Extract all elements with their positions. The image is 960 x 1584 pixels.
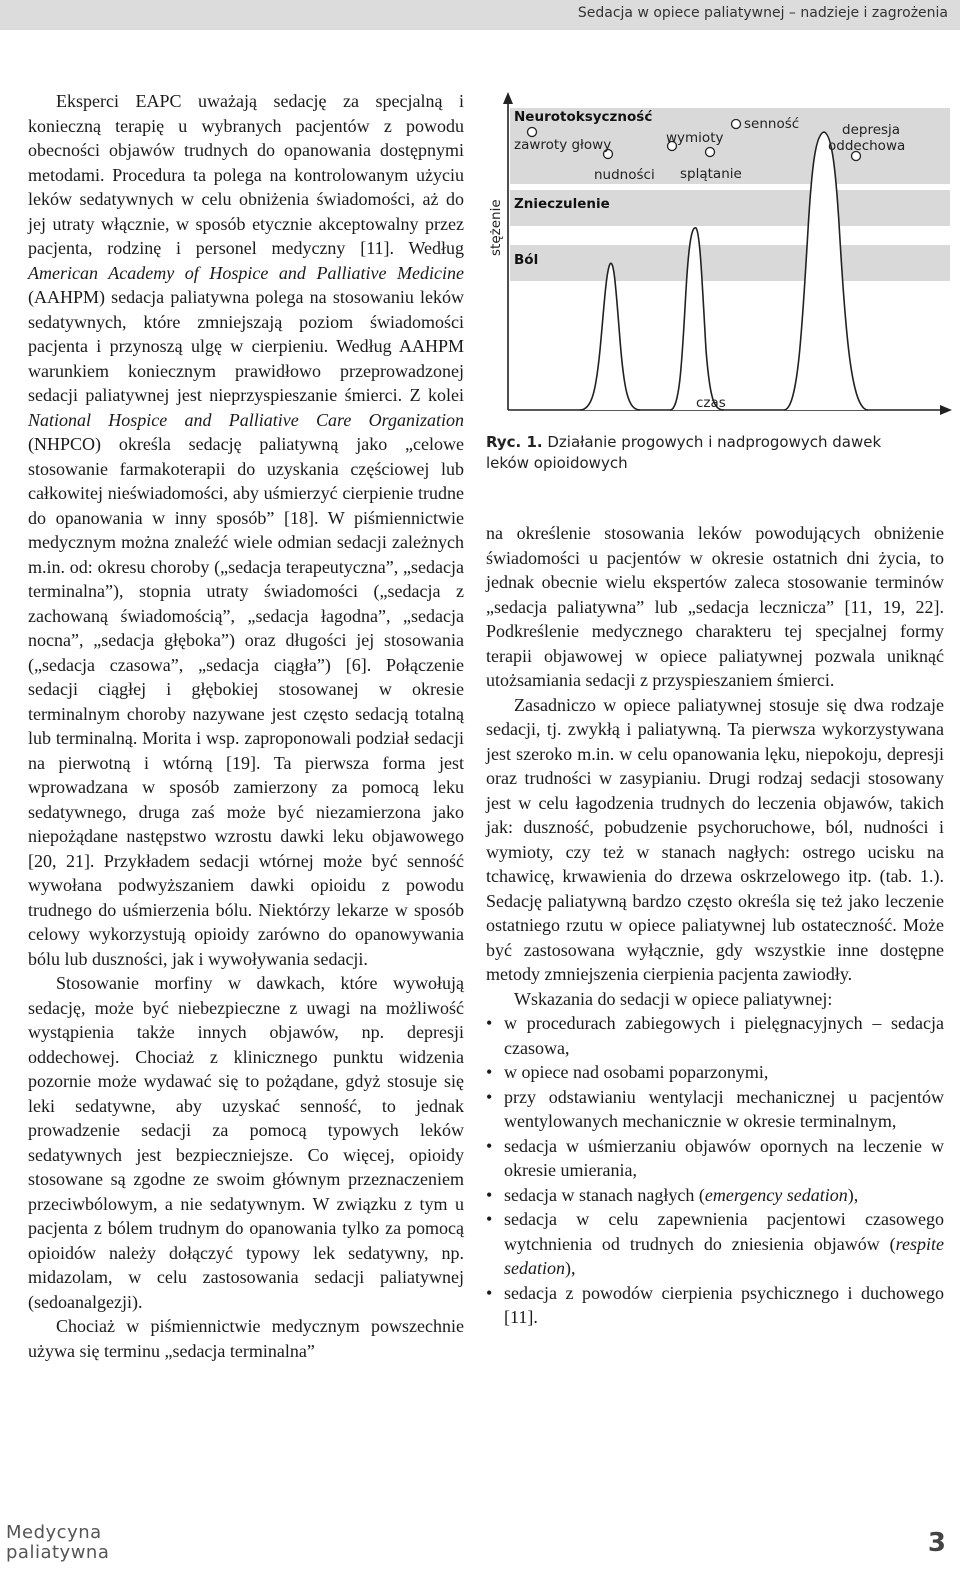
running-head-title: Sedacja w opiece paliatywnej – nadzieje i zagrożenia — [577, 5, 948, 21]
text-run: ), — [847, 1184, 859, 1205]
figure-caption — [486, 432, 926, 474]
brand-line-2: paliatywna — [6, 1542, 110, 1563]
text-run: (AAHPM) sedacja paliatywna polega na stosowaniu leków sedatywnych, które zmniejszają poziom świadomości pacjenta i przynoszą ulgę w cierpieniu. Według AAHPM warunkiem koniecznym prawidłowo przeprowadzonej sedacji paliatywnej jest nieprzyspieszanie śmierci. Z kolei — [28, 287, 464, 405]
figure-opioid-doses — [484, 90, 954, 425]
y-axis-arrow — [503, 92, 513, 104]
text-run: (NHPCO) określa sedację paliatywną jako „celowe stosowanie farmakoterapii do uzyskania częściowej lub całkowitej nieświadomości, aby uśmierzyć cierpienie trudne do opanowania w inny sposób” [18]. W piśmiennictwie medycznym można znaleźć wiele odmian sedacji zależnych m.in. od: okresu choroby („sedacja terapeutyczna”, „sedacja terminalna”), stopnia utraty świadomości („sedacja z zachowaną świadomością”, „sedacja łagodna”, „sedacja nocna”, „sedacja głęboka”) oraz długości jej stosowania („sedacja czasowa”, „sedacja ciągła”) [6]. Połączenie sedacji ciągłej i głębokiej stosowanej w okresie terminalnym choroby nazywane jest często sedacją totalną lub terminalną. Morita i wsp. zaproponowali podział sedacji na pierwotną i wtórną [19]. Ta pierwsza forma jest wprowadzana w sposób zamierzony za pomocą leku sedatywnego, druga zaś może być niezamierzona jako niepożądane następstwo wzrostu dawki leku objawowego [20, 21]. Przykładem sedacji wtórnej może być senność wywołana podwyższaniem dawki opioidu z powodu trudnego do uśmierzenia bólu. Niektórzy lekarze w sposób celowy wykorzystują opioidy zarówno do opanowywania bólu lub duszności, jak i wywoływania sedacji. — [28, 434, 464, 969]
list-item: • sedacja z powodów cierpienia psychicznego i duchowego [11]. — [486, 1281, 944, 1330]
text-run: sedacja w stanach nagłych ( — [504, 1184, 705, 1205]
indications-list — [486, 1011, 944, 1330]
paragraph — [28, 89, 464, 971]
dot-dizziness — [528, 128, 537, 137]
label-pain: Ból — [514, 252, 539, 268]
curve-threshold — [580, 263, 640, 410]
text-run: ), — [565, 1258, 576, 1278]
list-item: • sedacja w uśmierzaniu objawów opornych na leczenie w okresie umierania, — [486, 1134, 944, 1183]
text-run: Eksperci EAPC uważają sedację za specjalną i konieczną terapię u wybranych pacjentów z powodu obecności objawów trudnych do opanowania dostępnymi metodami. Procedura ta polega na kontrolowanym użyciu leków sedatywnych w celu obniżenia świadomości, aż do jej utraty włącznie, w sposób etycznie akceptowalny przez pacjenta, rodzinę i personel medyczny [11]. Według — [28, 91, 464, 258]
paragraph: Chociaż w piśmiennictwie medycznym powszechnie używa się terminu „sedacja terminalna” — [28, 1316, 464, 1361]
list-item — [486, 1183, 944, 1208]
list-item — [486, 1207, 944, 1281]
label-drowsiness: senność — [744, 116, 800, 132]
dot-drowsiness — [732, 120, 741, 129]
list-item: • w opiece nad osobami poparzonymi, — [486, 1060, 944, 1085]
label-confusion: splątanie — [680, 166, 742, 182]
caption-text: Działanie progowych i nadprogowych dawek leków opioidowych — [486, 433, 882, 472]
label-dizziness: zawroty głowy — [514, 137, 612, 153]
list-item: • przy odstawianiu wentylacji mechanicznej u pacjentów wentylowanych mechanicznie w okresie terminalnym, — [486, 1085, 944, 1134]
running-head — [0, 0, 960, 30]
paragraph: na określenie stosowania leków powodujących obniżenie świadomości u pacjentów w okresie ostatnich dni życia, to jednak obecnie wielu ekspertów zaleca stosowanie terminów „sedacja paliatywna” lub „sedacja lecznicza” [11, 19, 22]. Podkreślenie medycznego charakteru tej specjalnej formy terapii objawowej w opiece paliatywnej pozwala uniknąć utożsamiania sedacji z przyspieszaniem śmierci. — [486, 523, 944, 690]
label-y-axis: stężenie — [488, 199, 504, 256]
italic-term: respite sedation — [504, 1233, 944, 1278]
label-respiratory-depression-2: oddechowa — [828, 138, 906, 154]
italic-term: American Academy of Hospice and Palliative Medicine — [28, 262, 464, 283]
brand-line-1: Medycyna — [6, 1522, 102, 1543]
pain-band — [510, 245, 950, 281]
journal-brand — [6, 1523, 109, 1563]
label-nausea: nudności — [594, 167, 655, 183]
figure-graph — [484, 90, 954, 425]
paragraph: Wskazania do sedacji w opiece paliatywnej: — [514, 988, 833, 1009]
italic-term: National Hospice and Palliative Care Organization — [28, 409, 464, 430]
label-vomiting: wymioty — [666, 130, 724, 146]
page-number: 3 — [927, 1528, 946, 1558]
paragraph: Stosowanie morfiny w dawkach, które wywołują sedację, może być niebezpieczne z uwagi na możliwość wystąpienia także innych objawów, np. depresji oddechowej. Chociaż z klinicznego punktu widzenia pozornie może wydawać się to pożądane, gdyż stosuje się leki sedatywne, aby uzyskać senność, to jednak prowadzenie sedacji za pomocą typowych leków sedatywnych jest bezpieczniejsze. Co więcej, opioidy stosowane są zgodne ze swoim głównym przeznaczeniem przeciwbólowym, a nie sedatywnym. W związku z tym u pacjenta z bólem trudnym do opanowania tylko za pomocą opioidów należy dołączyć typowy lek sedatywny, np. midazolam, w celu zastosowania sedacji paliatywnej (sedoanalgezji). — [28, 973, 464, 1312]
paragraph: Zasadniczo w opiece paliatywnej stosuje się dwa rodzaje sedacji, tj. zwykłą i paliatywną. Ta pierwsza wykorzystywana jest szeroko m.in. w celu opanowania lęku, niepokoju, depresji oraz trudności w zasypianiu. Drugi rodzaj sedacji stosowany jest w celu łagodzenia trudnych do leczenia objawów, takich jak: duszność, pobudzenie psychoruchowe, ból, nudności i wymioty, czy też w stanach nagłych: ostrego ucisku na tchawicę, krwawienia do drzewa oskrzelowego itp. (tab. 1.). Sedację paliatywną bardzo często określa się też jako leczenie ostatniego rzutu w opiece paliatywnej lub ostateczność. Może być zastosowana wyłącznie, gdy wszystkie inne dostępne metody zmniejszenia cierpienia pacjenta zawiodły. — [486, 694, 944, 984]
label-neurotoxicity: Neurotoksyczność — [514, 109, 653, 125]
list-item: • w procedurach zabiegowych i pielęgnacyjnych – sedacja czasowa, — [486, 1011, 944, 1060]
italic-term: emergency sedation — [704, 1184, 848, 1205]
text-run: sedacja w celu zapewnienia pacjentowi czasowego wytchnienia od trudnych do zniesienia objawów ( — [504, 1209, 944, 1254]
label-x-axis: czas — [696, 395, 726, 411]
dot-confusion — [706, 148, 715, 157]
x-axis-arrow — [940, 405, 952, 415]
caption-label: Ryc. 1. — [486, 433, 543, 451]
label-respiratory-depression-1: depresja — [842, 122, 901, 138]
left-column — [28, 89, 464, 1363]
label-unconsciousness: Znieczulenie — [514, 196, 610, 212]
right-column — [486, 521, 944, 1330]
